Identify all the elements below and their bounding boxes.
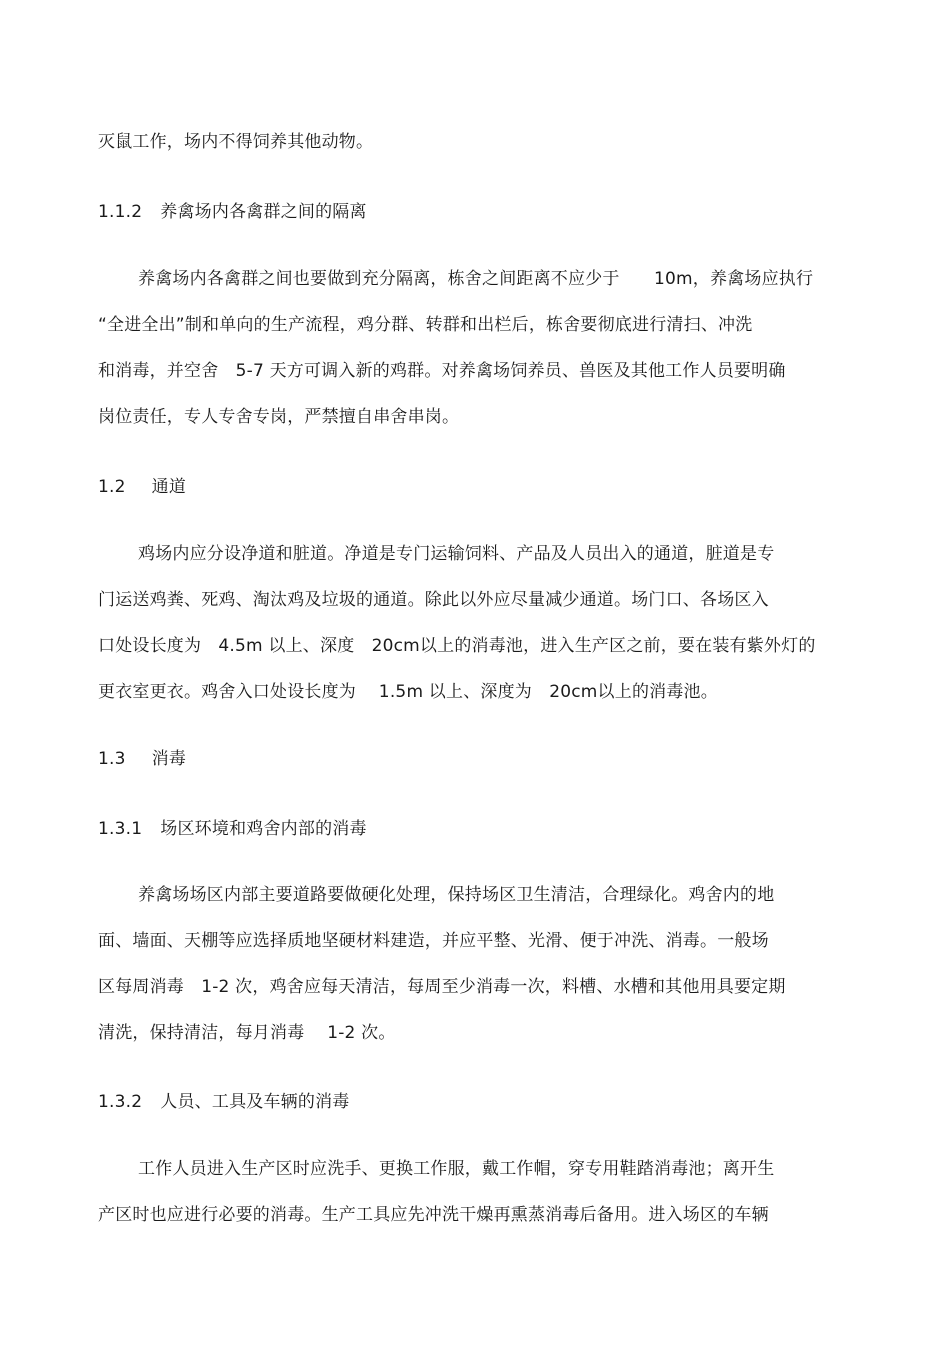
section-number: 1.3.2 [98, 1092, 143, 1112]
paragraph-line: 鸡场内应分设净道和脏道。净道是专门运输饲料、产品及人员出入的通道，脏道是专 [138, 544, 775, 564]
section-heading-1-2 [98, 476, 186, 498]
paragraph-line: 和消毒，并空舍 5-7 天方可调入新的鸡群。对养禽场饲养员、兽医及其他工作人员要明确 [98, 361, 786, 381]
paragraph-line: 区每周消毒 1-2 次，鸡舍应每天清洁，每周至少消毒一次，料槽、水槽和其他用具要定期 [98, 977, 786, 997]
section-number: 1.3 [98, 749, 126, 769]
section-title: 通道 [151, 477, 187, 497]
paragraph-line: 养禽场场区内部主要道路要做硬化处理，保持场区卫生清洁，合理绿化。鸡舍内的地 [138, 885, 775, 905]
section-number: 1.3.1 [98, 819, 143, 839]
section-heading-1-3 [98, 748, 186, 770]
paragraph-line: 灭鼠工作，场内不得饲养其他动物。 [98, 132, 374, 152]
paragraph-line: 工作人员进入生产区时应洗手、更换工作服，戴工作帽，穿专用鞋踏消毒池；离开生 [138, 1159, 775, 1179]
paragraph-line: 面、墙面、天棚等应选择质地坚硬材料建造，并应平整、光滑、便于冲洗、消毒。一般场 [98, 931, 769, 951]
paragraph-line: 产区时也应进行必要的消毒。生产工具应先冲洗干燥再熏蒸消毒后备用。进入场区的车辆 [98, 1205, 769, 1225]
section-heading-1-1-2 [98, 201, 367, 223]
paragraph-line: 岗位责任，专人专舍专岗，严禁擅自串舍串岗。 [98, 407, 460, 427]
section-title: 消毒 [151, 749, 187, 769]
paragraph-line: 养禽场内各禽群之间也要做到充分隔离，栋舍之间距离不应少于 10m，养禽场应执行 [138, 269, 814, 289]
section-title: 养禽场内各禽群之间的隔离 [160, 202, 367, 222]
paragraph-line: “全进全出”制和单向的生产流程，鸡分群、转群和出栏后，栋舍要彻底进行清扫、冲洗 [98, 315, 753, 335]
section-number: 1.2 [98, 477, 126, 497]
section-title: 人员、工具及车辆的消毒 [160, 1092, 350, 1112]
paragraph-line: 口处设长度为 4.5m 以上、深度 20cm以上的消毒池，进入生产区之前，要在装有紫外灯的 [98, 636, 816, 656]
section-number: 1.1.2 [98, 202, 143, 222]
paragraph-line: 门运送鸡粪、死鸡、淘汰鸡及垃圾的通道。除此以外应尽量减少通道。场门口、各场区入 [98, 590, 769, 610]
section-heading-1-3-2 [98, 1091, 349, 1113]
paragraph-line: 清洗，保持清洁，每月消毒 1-2 次。 [98, 1023, 396, 1043]
paragraph-line: 更衣室更衣。鸡舍入口处设长度为 1.5m 以上、深度为 20cm以上的消毒池。 [98, 682, 718, 702]
section-heading-1-3-1 [98, 818, 367, 840]
section-title: 场区环境和鸡舍内部的消毒 [160, 819, 367, 839]
